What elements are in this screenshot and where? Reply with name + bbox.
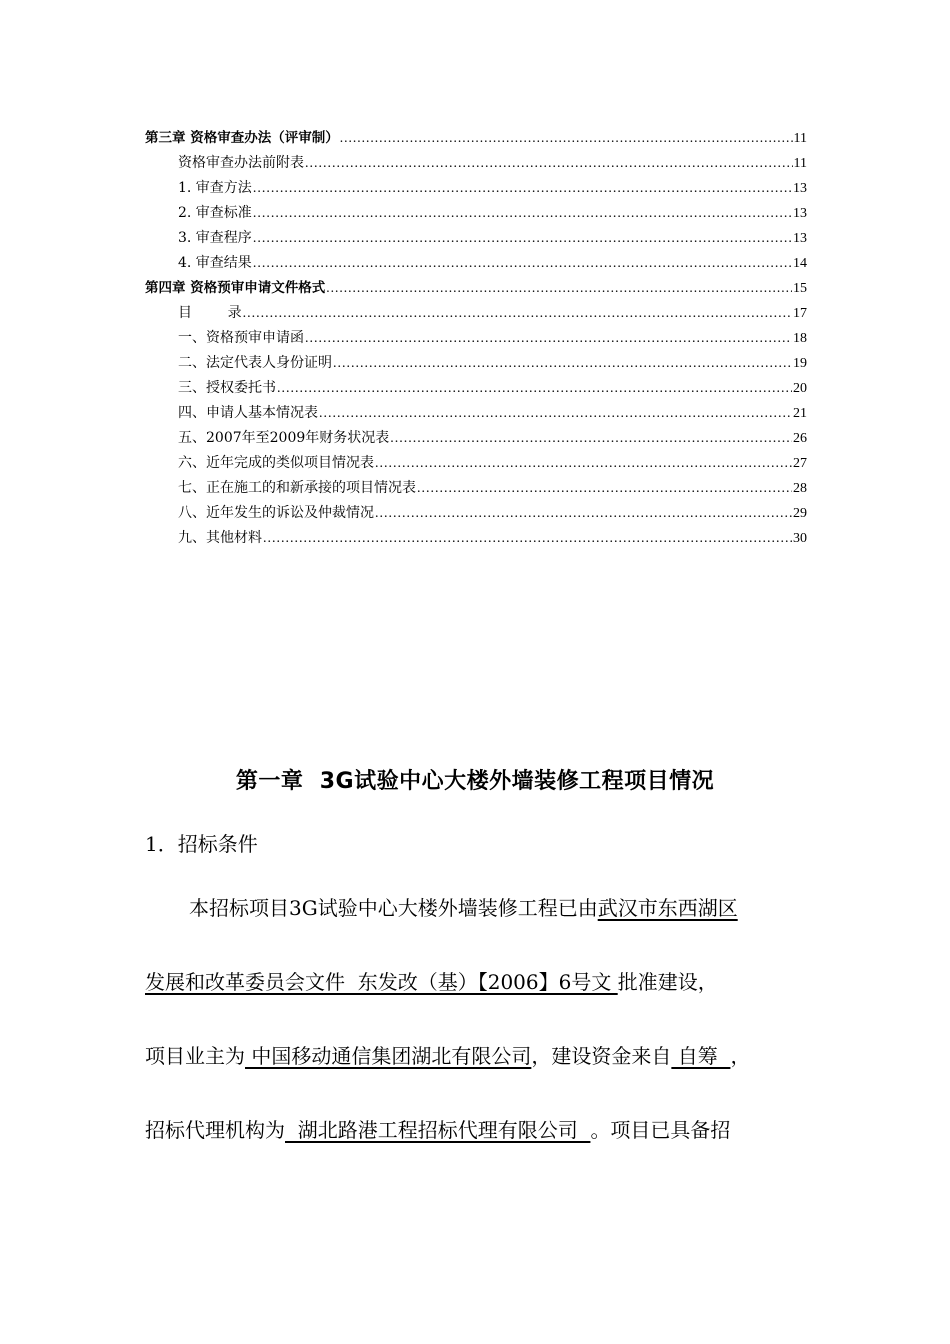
toc-entry-page: 11 — [793, 131, 807, 146]
toc-row[interactable] — [145, 453, 807, 478]
toc-leader-dots — [305, 329, 792, 349]
toc-entry-page: 29 — [793, 506, 807, 521]
toc-leader-dots — [253, 179, 792, 199]
toc-entry-page: 13 — [793, 206, 807, 221]
chapter-title: 第一章 3G试验中心大楼外墙装修工程项目情况 — [235, 769, 715, 794]
toc-entry-page: 21 — [793, 406, 807, 421]
paragraph-text: 本招标项目3G试验中心大楼外墙装修工程已由 — [189, 896, 598, 920]
toc-leader-dots — [253, 204, 792, 224]
toc-entry-title: 五、2007年至2009年财务状况表 — [178, 430, 390, 446]
toc-row[interactable] — [145, 153, 807, 178]
toc-entry-page: 28 — [793, 481, 807, 496]
toc-leader-dots — [319, 404, 792, 424]
toc-entry-page: 15 — [793, 281, 807, 296]
toc-entry-title: 1. 审查方法 — [178, 180, 252, 196]
toc-row[interactable] — [145, 478, 807, 503]
toc-leader-dots — [326, 278, 792, 298]
toc-entry-page: 17 — [793, 306, 807, 321]
toc-row[interactable] — [145, 303, 807, 328]
funding-field: 自筹 — [671, 1044, 731, 1068]
toc-row[interactable] — [145, 253, 807, 278]
toc-entry-page: 13 — [793, 231, 807, 246]
toc-entry-title: 八、近年发生的诉讼及仲裁情况 — [178, 505, 374, 521]
toc-leader-dots — [375, 454, 792, 474]
toc-row[interactable] — [145, 503, 807, 528]
toc-leader-dots — [375, 504, 792, 524]
toc-entry-title: 4. 审查结果 — [178, 255, 252, 271]
toc-entry-title: 三、授权委托书 — [178, 380, 276, 396]
toc-entry-title: 3. 审查程序 — [178, 230, 252, 246]
toc-row[interactable] — [145, 378, 807, 403]
toc-entry-title: 二、法定代表人身份证明 — [178, 355, 332, 371]
toc-leader-dots — [263, 529, 792, 549]
agency-field: 湖北路港工程招标代理有限公司 — [285, 1118, 591, 1142]
paragraph-text: 批准建设， — [617, 970, 718, 994]
toc-row[interactable] — [145, 353, 807, 378]
toc-entry-title: 第三章 资格审查办法（评审制） — [145, 130, 339, 146]
toc-leader-dots — [305, 154, 793, 174]
toc-leader-dots — [340, 128, 793, 148]
toc-entry-title: 目 录 — [178, 305, 242, 321]
toc-entry-title: 四、申请人基本情况表 — [178, 405, 318, 421]
toc-entry-title: 九、其他材料 — [178, 530, 262, 546]
toc-entry-title: 一、资格预审申请函 — [178, 330, 304, 346]
toc-entry-title: 2. 审查标准 — [178, 205, 252, 221]
paragraph-text: ，建设资金来自 — [531, 1044, 672, 1068]
paragraph-line — [145, 1040, 807, 1069]
toc-row[interactable] — [145, 528, 807, 553]
toc-entry-page: 11 — [793, 156, 807, 171]
toc-entry-title: 资格审查办法前附表 — [178, 155, 304, 171]
toc-row[interactable] — [145, 228, 807, 253]
toc-row[interactable] — [145, 128, 807, 153]
toc-row[interactable] — [145, 428, 807, 453]
toc-entry-page: 18 — [793, 331, 807, 346]
toc-row[interactable] — [145, 403, 807, 428]
table-of-contents — [145, 128, 807, 553]
toc-entry-title: 第四章 资格预审申请文件格式 — [145, 280, 326, 296]
toc-entry-title: 六、近年完成的类似项目情况表 — [178, 455, 374, 471]
toc-leader-dots — [253, 229, 792, 249]
toc-entry-page: 30 — [793, 531, 807, 546]
toc-leader-dots — [333, 354, 792, 374]
toc-row[interactable] — [145, 278, 807, 303]
underlined-field: 武汉市东西湖区 — [597, 896, 738, 920]
toc-entry-title: 七、正在施工的和新承接的项目情况表 — [178, 480, 416, 496]
paragraph-text: 项目业主为 — [145, 1044, 245, 1068]
toc-entry-page: 14 — [793, 256, 807, 271]
toc-leader-dots — [390, 429, 792, 449]
toc-row[interactable] — [145, 203, 807, 228]
paragraph-line — [145, 892, 807, 921]
underlined-field: 发展和改革委员会文件 东发改（基）【2006】6号文 — [145, 970, 618, 994]
toc-entry-page: 13 — [793, 181, 807, 196]
toc-entry-page: 27 — [793, 456, 807, 471]
toc-leader-dots — [417, 479, 792, 499]
toc-row[interactable] — [145, 328, 807, 353]
paragraph-line — [145, 966, 807, 995]
toc-entry-page: 19 — [793, 356, 807, 371]
paragraph-text: 。项目已具备招 — [590, 1118, 731, 1142]
paragraph-line — [145, 1114, 807, 1143]
section-heading: 1．招标条件 — [145, 832, 258, 856]
owner-field: 中国移动通信集团湖北有限公司 — [245, 1044, 532, 1068]
toc-leader-dots — [277, 379, 792, 399]
toc-leader-dots — [253, 254, 792, 274]
toc-entry-page: 26 — [793, 431, 807, 446]
toc-entry-page: 20 — [793, 381, 807, 396]
toc-leader-dots — [243, 304, 792, 324]
paragraph-text: 招标代理机构为 — [145, 1118, 285, 1142]
toc-row[interactable] — [145, 178, 807, 203]
paragraph-text: ， — [730, 1044, 751, 1068]
